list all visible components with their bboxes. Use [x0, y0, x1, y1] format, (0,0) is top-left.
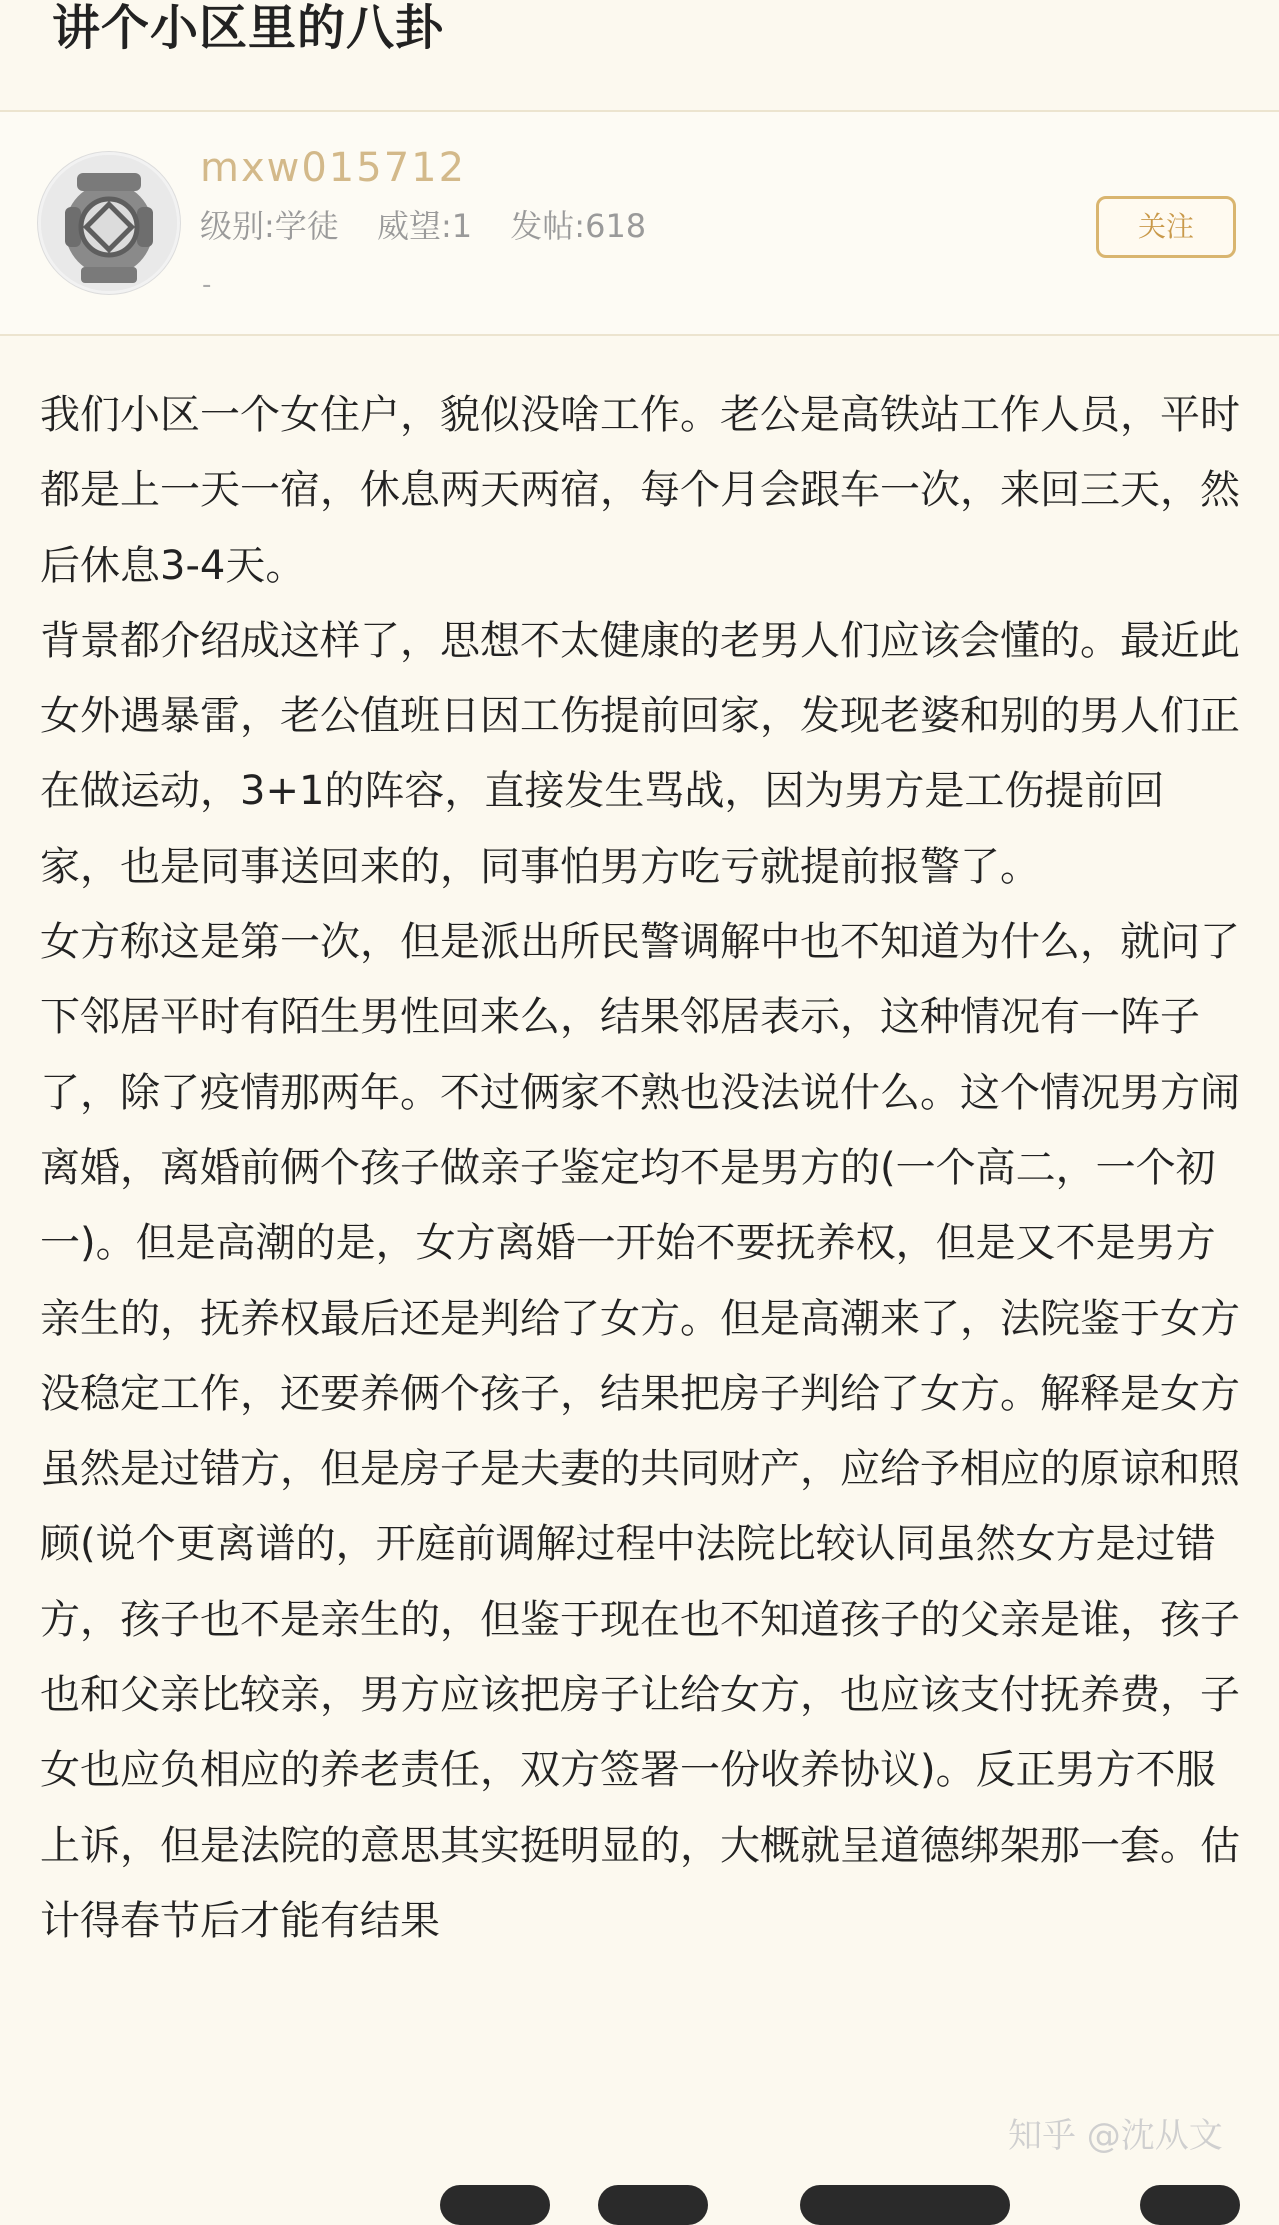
toolbar-button[interactable]	[800, 2185, 1010, 2225]
user-post-count: 发帖:618	[510, 207, 647, 245]
toolbar-button[interactable]	[598, 2185, 708, 2225]
follow-button[interactable]: 关注	[1096, 196, 1236, 258]
post-paragraph: 女方称这是第一次，但是派出所民警调解中也不知道为什么，就问了下邻居平时有陌生男性回来么，结果邻居表示，这种情况有一阵子了，除了疫情那两年。不过俩家不熟也没法说什么。这个情况男方闹离婚，离婚前俩个孩子做亲子鉴定均不是男方的(一个高二，一个初一)。但是高潮的是，女方离婚一开始不要抚养权，但是又不是男方亲生的，抚养权最后还是判给了女方。但是高潮来了，法院鉴于女方没稳定工作，还要养俩个孩子，结果把房子判给了女方。解释是女方虽然是过错方，但是房子是夫妻的共同财产，应给予相应的原谅和照顾(说个更离谱的，开庭前调解过程中法院比较认同虽然女方是过错方，孩子也不是亲生的，但鉴于现在也不知道孩子的父亲是谁，孩子也和父亲比较亲，男方应该把房子让给女方，也应该支付抚养费，子女也应负相应的养老责任，双方签署一份收养协议)。反正男方不服上诉，但是法院的意思其实挺明显的，大概就呈道德绑架那一套。估计得春节后才能有结果	[40, 919, 1240, 1944]
username[interactable]: mxw015712	[200, 145, 467, 191]
post-paragraph: 背景都介绍成这样了，思想不太健康的老男人们应该会懂的。最近此女外遇暴雷，老公值班日因工伤提前回家，发现老婆和别的男人们正在做运动，3+1的阵容，直接发生骂战，因为男方是工伤提前回家，也是同事送回来的，同事怕男方吃亏就提前报警了。	[40, 617, 1240, 890]
post-body	[40, 378, 1240, 1959]
title-bar	[0, 0, 1279, 112]
bottom-toolbar	[0, 2175, 1279, 2199]
watermark: 知乎 @沈从文	[1008, 2116, 1223, 2156]
user-card	[0, 112, 1279, 336]
avatar[interactable]	[38, 152, 180, 294]
post-paragraph: 我们小区一个女住户，貌似没啥工作。老公是高铁站工作人员，平时都是上一天一宿，休息两天两宿，每个月会跟车一次，来回三天，然后休息3-4天。	[40, 392, 1240, 589]
user-stats	[200, 204, 674, 248]
page-title: 讲个小区里的八卦	[52, 0, 445, 56]
toolbar-button[interactable]	[1140, 2185, 1240, 2225]
user-reputation: 威望:1	[376, 207, 473, 245]
user-signature: -	[202, 270, 212, 300]
toolbar-button[interactable]	[440, 2185, 550, 2225]
diver-helmet-avatar-icon	[41, 155, 177, 291]
user-level: 级别:学徒	[200, 207, 339, 245]
